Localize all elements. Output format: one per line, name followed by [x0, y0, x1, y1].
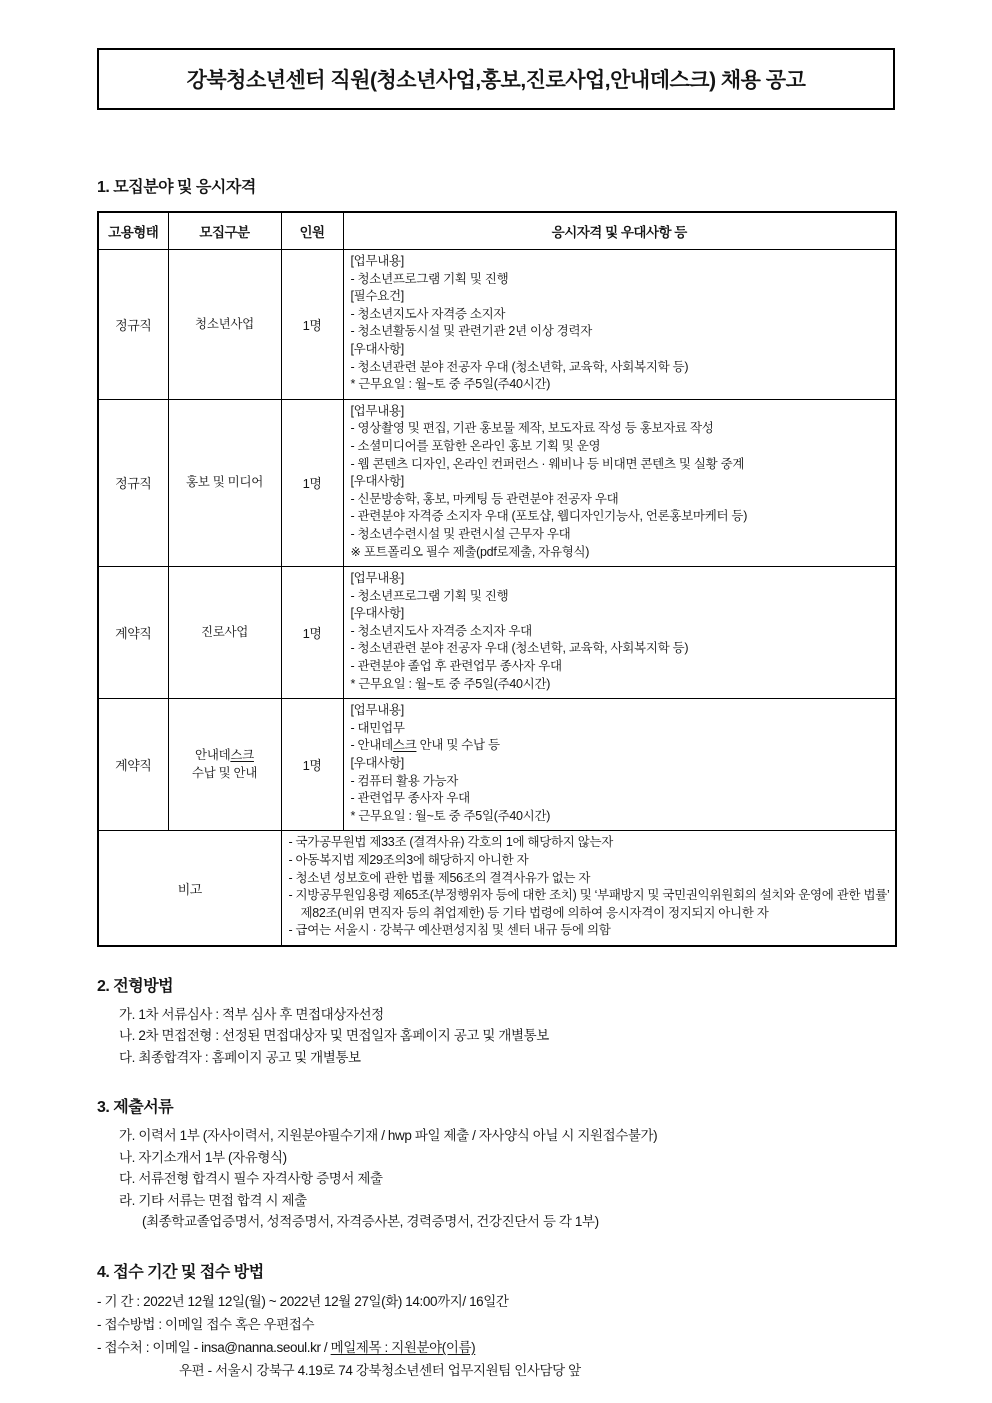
detail-line: - 청소년관련 분야 전공자 우대 (청소년학, 교육학, 사회복지학 등) [350, 641, 689, 656]
column-header-headcount: 인원 [281, 212, 343, 250]
detail-line: * 근무요일 : 월~토 중 주5일(주40시간) [350, 676, 551, 691]
position-line: 진로사업 [200, 624, 249, 639]
detail-line: * 근무요일 : 월~토 중 주5일(주40시간) [350, 808, 551, 823]
note-details-cell [281, 831, 896, 946]
position-line: 수납 및 안내 [191, 765, 258, 780]
employment-type-cell: 정규직 [98, 399, 168, 566]
position-cell [168, 699, 281, 831]
list-item: 나. 자기소개서 1부 (자유형식) [119, 1149, 287, 1165]
detail-line: - 청소년수련시설 및 관련시설 근무자 우대 [350, 526, 571, 541]
note-line: - 아동복지법 제29조의3에 해당하지 아니한 자 [288, 853, 529, 867]
requirements-cell [343, 699, 896, 831]
position-line: 청소년사업 [195, 316, 254, 331]
title-box [97, 48, 895, 110]
section2-heading: 2. 전형방법 [97, 977, 174, 995]
list-item: - 접수방법 : 이메일 접수 혹은 우편접수 [97, 1316, 315, 1332]
list-item: 가. 1차 서류심사 : 적부 심사 후 면접대상자선정 [119, 1006, 384, 1022]
employment-type-cell: 계약직 [98, 699, 168, 831]
list-item: 다. 서류전형 합격시 필수 자격사항 증명서 제출 [119, 1171, 383, 1187]
detail-line: - 관련업무 종사자 우대 [350, 791, 470, 806]
detail-line: - 웹 콘텐츠 디자인, 온라인 컨퍼런스 · 웨비나 등 비대면 콘텐츠 및 실황 중계 [350, 456, 745, 471]
section3-heading: 3. 제출서류 [97, 1099, 174, 1117]
requirements-cell [343, 567, 896, 699]
detail-line: [우대사항] [350, 606, 404, 621]
document-title: 강북청소년센터 직원(청소년사업,홍보,진로사업,안내데스크) 채용 공고 [186, 69, 806, 92]
detail-line: [업무내용] [350, 254, 404, 268]
requirements-cell [343, 250, 896, 400]
position-cell [168, 399, 281, 566]
list-item: 나. 2차 면접전형 : 선정된 면접대상자 및 면접일자 홈페이지 공고 및 개별통보 [119, 1028, 549, 1044]
headcount-cell: 1명 [281, 699, 343, 831]
position-line: 홍보 및 미디어 [186, 475, 263, 490]
requirements-cell [343, 399, 896, 566]
detail-line: - 관련분야 졸업 후 관련업무 종사자 우대 [350, 659, 562, 674]
detail-line: - 소셜미디어를 포함한 온라인 홍보 기획 및 운영 [350, 438, 601, 453]
list-item: 가. 이력서 1부 (자사이력서, 지원분야필수기재 / hwp 파일 제출 / 자사양식 아닐 시 지원접수불가) [119, 1128, 658, 1144]
section3-items [97, 1125, 895, 1233]
detail-line: - 안내데스크 안내 및 수납 등 [350, 738, 500, 753]
detail-line: - 관련분야 자격증 소지자 우대 (포토샵, 웹디자인기능사, 언론홍보마케터 등) [350, 509, 748, 524]
column-header-employment-type: 고용형태 [98, 212, 168, 250]
section4-items [97, 1290, 895, 1382]
list-item: 다. 최종합격자 : 홈페이지 공고 및 개별통보 [119, 1049, 361, 1065]
detail-line: - 영상촬영 및 편집, 기관 홍보물 제작, 보도자료 작성 등 홍보자료 작성 [350, 421, 714, 436]
section-application-period [97, 1259, 895, 1382]
detail-line: - 청소년관련 분야 전공자 우대 (청소년학, 교육학, 사회복지학 등) [350, 359, 689, 374]
table-row [98, 567, 896, 699]
detail-line: - 청소년프로그램 기획 및 진행 [350, 588, 509, 603]
note-row [98, 831, 896, 946]
detail-line: [필수요건] [350, 289, 404, 304]
list-item: (최종학교졸업증명서, 성적증명서, 자격증사본, 경력증명서, 건강진단서 등 각 1부) [142, 1214, 599, 1230]
list-item: - 접수처 : 이메일 - insa@nanna.seoul.kr / 메일제목 : 지원분야(이름) [97, 1339, 476, 1355]
detail-line: [업무내용] [350, 571, 404, 586]
note-line: - 국가공무원법 제33조 (결격사유) 각호의 1에 해당하지 않는자 [288, 835, 614, 850]
detail-line: - 청소년프로그램 기획 및 진행 [350, 271, 509, 286]
document-page [97, 0, 895, 1382]
detail-line: - 대민업무 [350, 720, 405, 735]
list-item: 우편 - 서울시 강북구 4.19로 74 강북청소년센터 업무지원팀 인사담당 앞 [179, 1362, 581, 1378]
table-row [98, 250, 896, 400]
detail-line: * 근무요일 : 월~토 중 주5일(주40시간) [350, 377, 551, 392]
detail-line: [업무내용] [350, 403, 404, 418]
note-line: - 청소년 성보호에 관한 법률 제56조의 결격사유가 없는 자 [288, 870, 591, 885]
employment-type-cell: 정규직 [98, 250, 168, 400]
headcount-cell: 1명 [281, 250, 343, 400]
detail-line: [우대사항] [350, 756, 404, 771]
employment-type-cell: 계약직 [98, 567, 168, 699]
section4-heading: 4. 접수 기간 및 접수 방법 [97, 1263, 264, 1281]
position-cell [168, 250, 281, 400]
detail-line: [우대사항] [350, 474, 404, 489]
section-recruitment [97, 174, 895, 947]
detail-line: [우대사항] [350, 341, 404, 356]
section1-heading: 1. 모집분야 및 응시자격 [97, 179, 256, 196]
detail-line: - 청소년활동시설 및 관련기관 2년 이상 경력자 [350, 324, 593, 339]
position-cell [168, 567, 281, 699]
detail-line: ※ 포트폴리오 필수 제출(pdf로제출, 자유형식) [350, 544, 590, 559]
detail-line: - 신문방송학, 홍보, 마케팅 등 관련분야 전공자 우대 [350, 491, 619, 506]
table-row [98, 399, 896, 566]
detail-line: - 청소년지도사 자격증 소지자 [350, 306, 506, 321]
column-header-position: 모집구분 [168, 212, 281, 250]
table-row [98, 699, 896, 831]
list-item: 라. 기타 서류는 면접 합격 시 제출 [119, 1192, 307, 1208]
list-item: - 기 간 : 2022년 12월 12일(월) ~ 2022년 12월 27일(화) 14:00까지/ 16일간 [97, 1293, 509, 1309]
section-required-documents [97, 1094, 895, 1233]
headcount-cell: 1명 [281, 399, 343, 566]
detail-line: - 청소년지도사 자격증 소지자 우대 [350, 623, 532, 638]
note-line: - 급여는 서울시 · 강북구 예산편성지침 및 센터 내규 등에 의함 [288, 923, 611, 938]
column-header-qualifications: 응시자격 및 우대사항 등 [343, 212, 896, 250]
table-header-row [98, 212, 896, 250]
detail-line: - 컴퓨터 활용 가능자 [350, 773, 459, 788]
note-line: - 지방공무원임용령 제65조(부정행위자 등에 대한 조치) 및 ‘부패방지 및 국민권익위원회의 설치와 운영에 관한 법률’ 제82조(비위 면직자 등의 취업제한) 등 기타 법령에 의하여 응시자격이 정지되지 아니한 자 [288, 888, 890, 920]
section-selection-method [97, 973, 895, 1069]
section2-items [97, 1004, 895, 1069]
recruitment-table [97, 211, 897, 947]
detail-line: [업무내용] [350, 703, 404, 718]
headcount-cell: 1명 [281, 567, 343, 699]
note-label-cell: 비고 [98, 831, 281, 946]
position-line: 안내데스크 [195, 748, 254, 763]
